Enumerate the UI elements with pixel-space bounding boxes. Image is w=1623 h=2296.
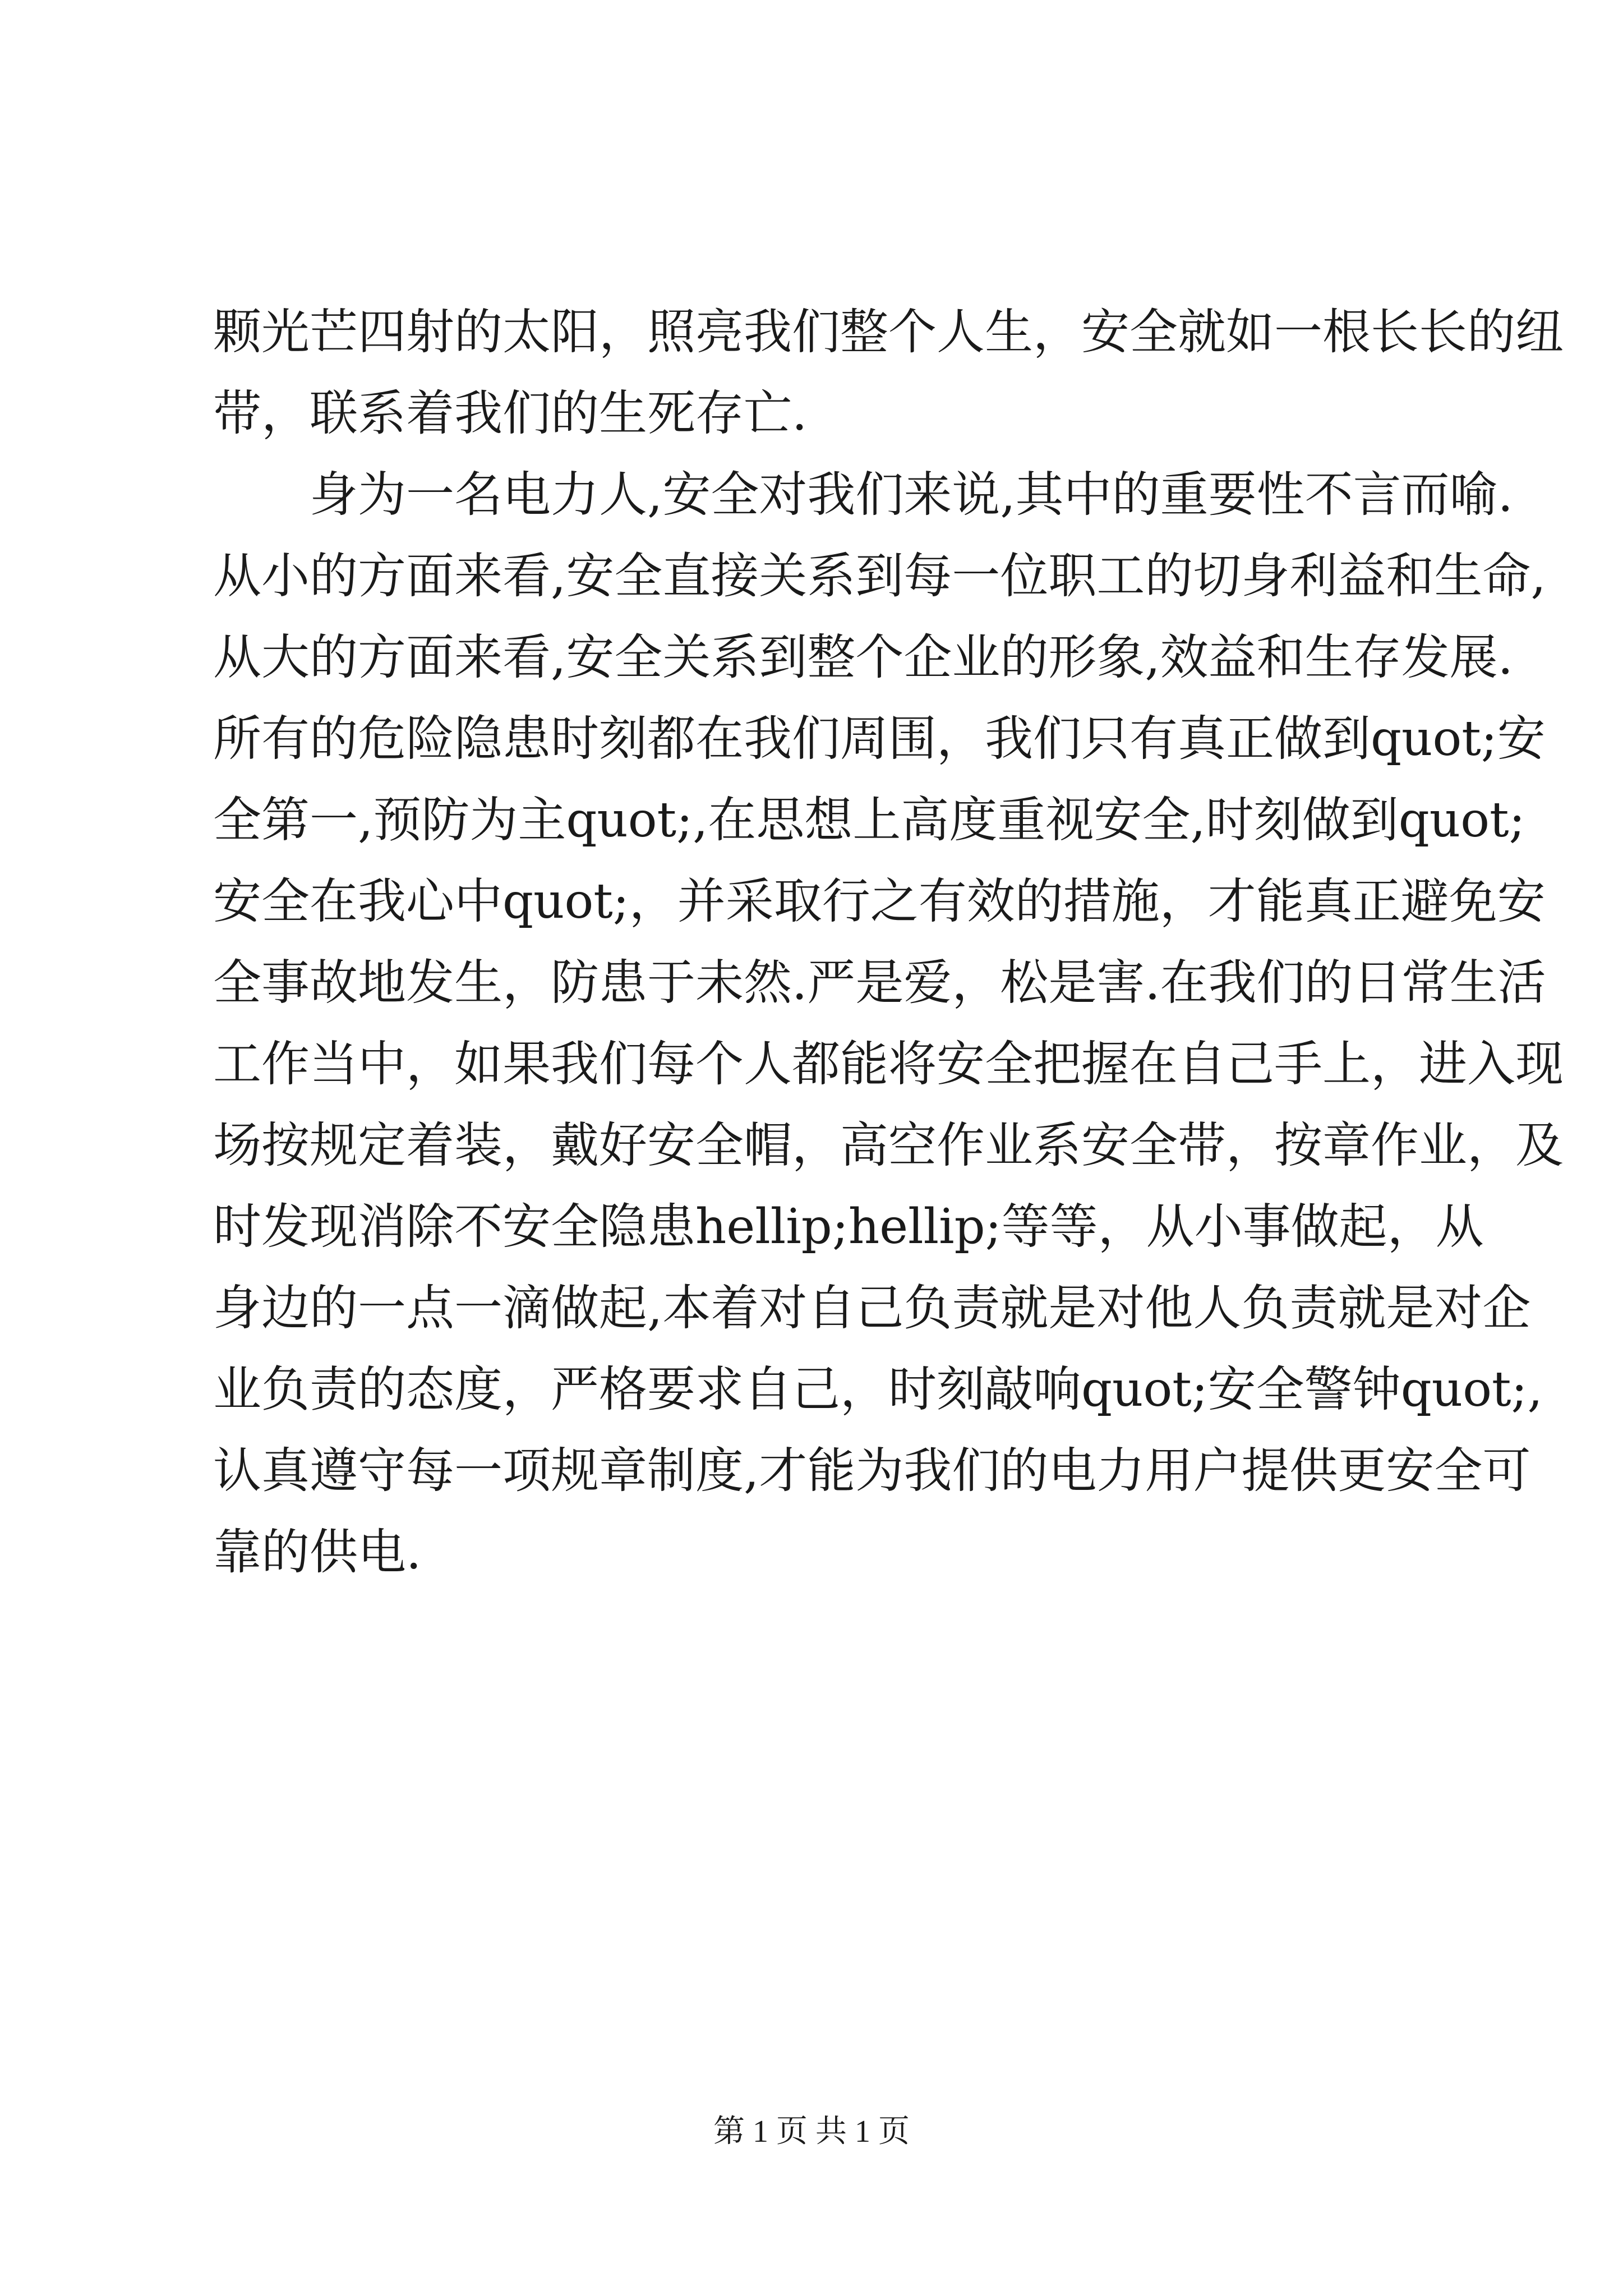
text-line: 身为一名电力人,安全对我们来说,其中的重要性不言而喻. (310, 467, 1514, 523)
text-line: 认真遵守每一项规章制度,才能为我们的电力用户提供更安全可 (213, 1443, 1531, 1499)
page-footer (0, 2106, 1623, 2151)
text-line: 靠的供电. (213, 1524, 422, 1580)
text-line: 场按规定着装，戴好安全帽，高空作业系安全带，按章作业，及 (213, 1117, 1564, 1174)
document-body (213, 292, 1564, 1593)
text-line: 颗光芒四射的太阳，照亮我们整个人生，安全就如一根长长的纽 (213, 304, 1564, 360)
paragraph-1 (213, 292, 1564, 454)
text-line: 工作当中，如果我们每个人都能将安全把握在自己手上，进入现 (213, 1036, 1564, 1092)
page-number-label: 第 1 页 共 1 页 (713, 2114, 910, 2149)
text-line: 带，联系着我们的生死存亡. (213, 385, 808, 441)
text-line: 全事故地发生，防患于未然.严是爱，松是害.在我们的日常生活 (213, 955, 1546, 1011)
paragraph-2 (213, 454, 1564, 1593)
text-line: 时发现消除不安全隐患hellip;hellip;等等，从小事做起，从 (213, 1199, 1484, 1255)
text-line: 身边的一点一滴做起,本着对自己负责就是对他人负责就是对企 (213, 1280, 1531, 1336)
text-line: 业负责的态度，严格要求自己，时刻敲响quot;安全警钟quot;, (213, 1361, 1543, 1418)
text-line: 安全在我心中quot;，并采取行之有效的措施，才能真正避免安 (213, 873, 1546, 930)
text-line: 从小的方面来看,安全直接关系到每一位职工的切身利益和生命, (213, 548, 1546, 604)
text-line: 所有的危险隐患时刻都在我们周围，我们只有真正做到quot;安 (213, 711, 1546, 767)
text-line: 从大的方面来看,安全关系到整个企业的形象,效益和生存发展. (213, 629, 1514, 685)
text-line: 全第一,预防为主quot;,在思想上高度重视安全,时刻做到quot; (213, 792, 1525, 848)
